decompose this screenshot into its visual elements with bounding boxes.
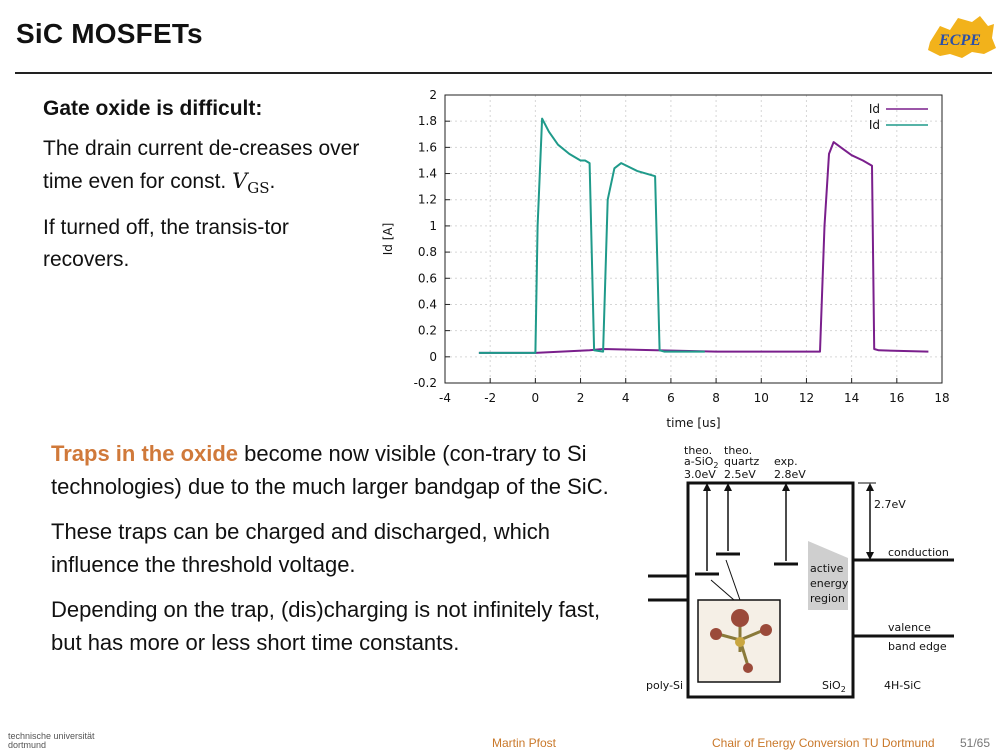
ecpe-logo [922, 12, 998, 62]
lead-p1-text: The drain current de-creases over time even for const. [43, 137, 360, 193]
svg-text:4H-SiC: 4H-SiC [884, 679, 921, 692]
traps-highlight: Traps in the oxide [51, 441, 239, 466]
page-number: 51/65 [960, 736, 991, 750]
y-tick-label: 0.6 [417, 271, 437, 286]
intro-text-block [43, 93, 373, 284]
svg-text:a-SiO2: a-SiO$_2$ [684, 455, 719, 470]
y-tick-label: 0 [429, 349, 437, 364]
plot-frame [445, 95, 942, 383]
band-diagram [636, 440, 966, 702]
atom-bottom [743, 663, 753, 673]
atom-top [731, 609, 749, 627]
svg-text:theo.: theo. [684, 444, 713, 457]
university-logo-text: technische universität dortmund [8, 731, 95, 750]
y-tick-label: 1.2 [417, 192, 437, 207]
y-tick-label: 0.8 [417, 245, 437, 260]
svg-text:2.8eV: 2.8eV [774, 468, 806, 481]
footer-chair: Chair of Energy Conversion TU Dortmund [712, 736, 935, 750]
x-tick-label: 4 [621, 391, 630, 405]
atom-left [710, 628, 722, 640]
legend-label-2: Id [868, 118, 880, 132]
svg-text:active: active [810, 562, 844, 575]
y-tick-label: 0.2 [417, 323, 437, 338]
svg-text:poly-Si: poly-Si [646, 679, 684, 692]
y-tick-label: -0.2 [413, 376, 437, 390]
svg-text:energy: energy [810, 577, 849, 590]
traps-text-block [51, 437, 611, 671]
body-paragraph-3: Depending on the trap, (dis)charging is not infinitely fast, but has more or less short time constants. [51, 597, 601, 655]
svg-text:SiO2: SiO$_2$ [822, 679, 846, 694]
x-tick-label: 2 [576, 391, 585, 405]
x-tick-label: 18 [934, 391, 950, 405]
y-tick-label: 2 [429, 88, 437, 102]
body-paragraph-1: Traps in the oxide become now visible (con-trary to Si technologies) due to the much larger bandgap of the SiC. [51, 441, 609, 499]
svg-text:valence: valence [888, 621, 931, 634]
body-paragraph-2: These traps can be charged and discharged, which influence the threshold voltage. [51, 519, 550, 577]
footer-author: Martin Pfost [492, 736, 557, 750]
svg-text:band edge: band edge [888, 640, 947, 653]
x-tick-label: 0 [531, 391, 540, 405]
vgs-symbol: $V_{GS}$ [232, 169, 270, 198]
slide-title: SiC MOSFETs [16, 18, 203, 49]
atom-center [735, 637, 745, 647]
svg-text:quartz: quartz [724, 455, 760, 468]
svg-text:2.5eV: 2.5eV [724, 468, 756, 481]
svg-text:3.0eV: 3.0eV [684, 468, 716, 481]
x-tick-label: 14 [843, 391, 860, 405]
legend-label-1: Id [868, 102, 880, 116]
x-tick-label: -4 [439, 391, 451, 405]
y-tick-label: 0.4 [417, 297, 437, 312]
svg-text:theo.: theo. [724, 444, 753, 457]
svg-text:conduction: conduction [888, 546, 949, 559]
x-tick-label: -2 [484, 391, 497, 405]
logo-text: ECPE [939, 32, 981, 49]
y-axis-label: Id [A] [381, 222, 395, 256]
lead-paragraph-2: If turned off, the transis-tor recovers. [43, 216, 289, 272]
y-tick-label: 1 [429, 218, 437, 233]
y-tick-label: 1.6 [417, 140, 437, 155]
svg-text:2.7eV: 2.7eV [874, 498, 906, 511]
y-tick-label: 1.4 [417, 166, 437, 181]
x-tick-label: 12 [798, 391, 815, 405]
x-tick-label: 6 [667, 391, 675, 405]
y-tick-label: 1.8 [417, 114, 437, 129]
lead-paragraph-1: The drain current de-creases over time even for const. $V_{GS}$. [43, 137, 360, 198]
x-tick-label: 10 [753, 391, 769, 405]
lead-heading: Gate oxide is difficult: [43, 97, 263, 120]
x-axis-label: time [us] [666, 416, 721, 430]
x-tick-label: 8 [712, 391, 720, 405]
title-divider [15, 72, 992, 74]
drain-current-chart [376, 84, 956, 436]
atom-right [760, 624, 772, 636]
svg-text:region: region [810, 592, 845, 605]
x-tick-label: 16 [889, 391, 905, 405]
svg-text:exp.: exp. [774, 455, 798, 468]
